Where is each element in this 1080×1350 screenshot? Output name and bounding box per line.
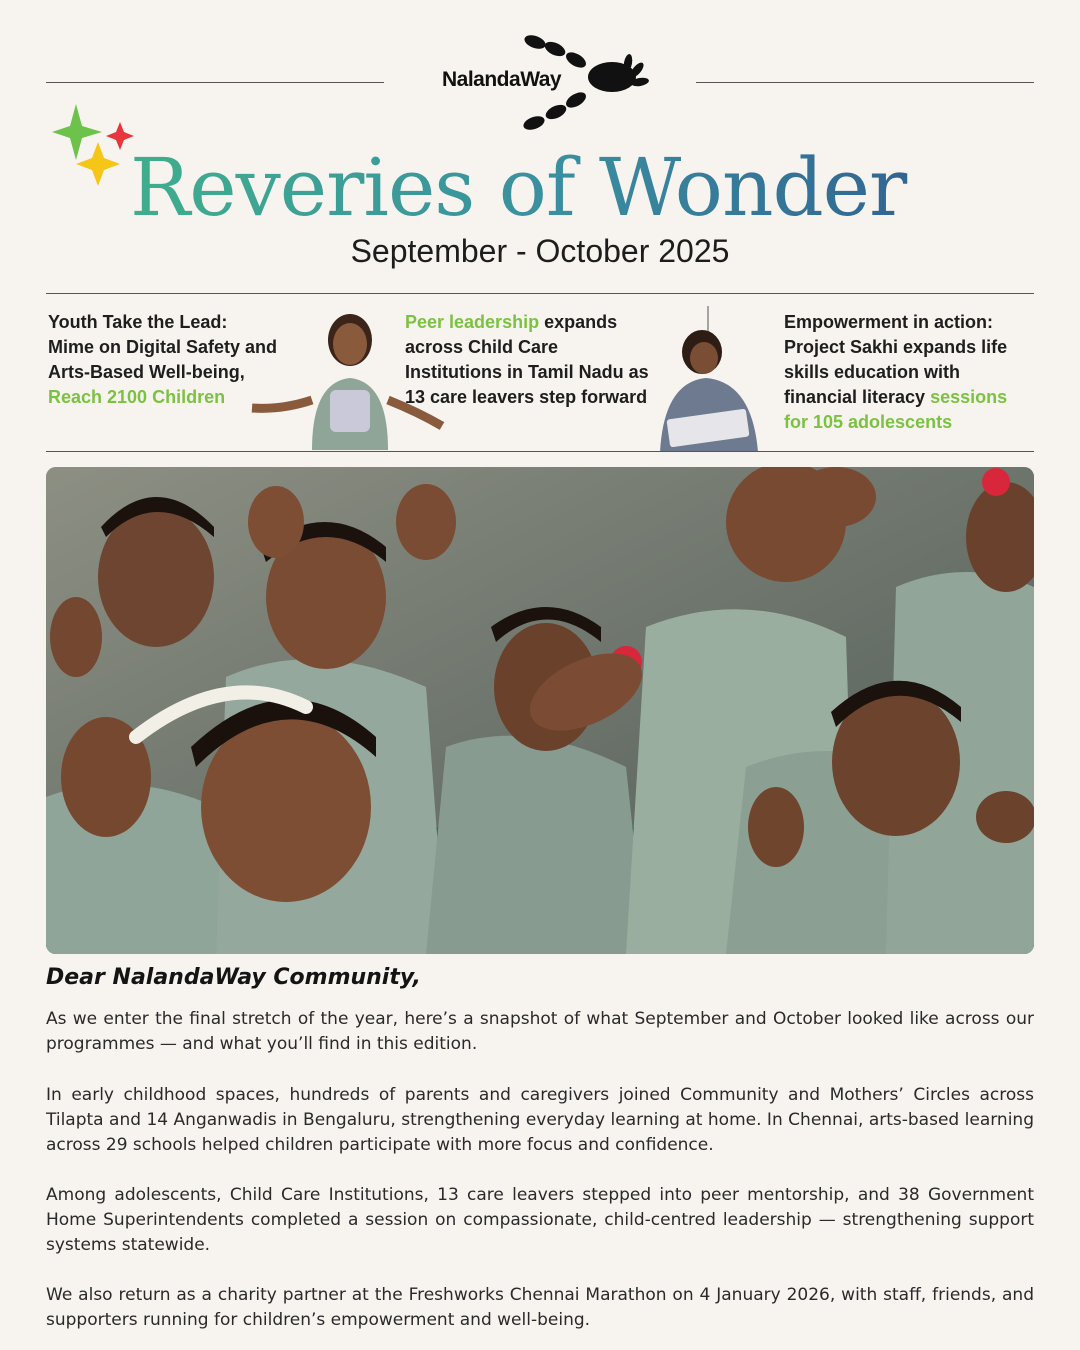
children-celebrating-image [46,467,1034,954]
newsletter-date-range: September - October 2025 [350,233,730,269]
newsletter-title: Reveries of Wonder [130,140,980,236]
story-line: Empowerment in action: [784,312,994,332]
stories-bottom-rule [46,451,1034,452]
story-highlight: Reach 2100 Children [48,387,226,407]
stories-top-rule [46,293,1034,294]
logo-text: NalandaWay [442,68,562,91]
story-highlight: sessions [930,387,1008,407]
header-rule-left [46,82,384,83]
story-highlight: Peer leadership [405,312,540,332]
letter-greeting: Dear NalandaWay Community, [46,965,421,990]
story-line-plain: financial literacy [784,387,931,407]
story-line: Mime on Digital Safety and [48,337,278,357]
story-project-sakhi[interactable] [784,310,1034,435]
story-line: Institutions in Tamil Nadu as [405,362,649,382]
story-line: across Child Care [405,337,559,357]
story-line: Project Sakhi expands life [784,337,1008,357]
story-line: Youth Take the Lead: [48,312,228,332]
story-line: Arts-Based Well-being, [48,362,245,382]
letter-paragraph: In early childhood spaces, hundreds of parents and caregivers joined Community and Mothers’ Circles across Tilapta and 14 Anganwadis in Bengaluru, strengthening everyday learning at home. In Chennai, arts-based learning across 29 schools helped children participate with more focus and confidence. [46,1085,1034,1155]
story-line-rest: expands [539,312,618,332]
nalandaway-logo [430,30,650,140]
story-line: skills education with [784,362,961,382]
story-peer-leadership[interactable] [405,310,680,410]
hero-photo-children [46,467,1034,954]
girl-writing-image [640,306,775,452]
header-rule-right [696,82,1034,83]
story-line [784,385,1034,410]
story-highlight: for 105 adolescents [784,412,953,432]
story-line [405,310,680,335]
sparkle-stars-icon [52,100,136,190]
letter-paragraph: Among adolescents, Child Care Institutions, 13 care leavers stepped into peer mentorship, and 38 Government Home Superintendents completed a session on compassionate, child-centred leadership — strengthening support systems statewide. [46,1185,1034,1255]
letter-paragraph: We also return as a charity partner at the Freshworks Chennai Marathon on 4 January 2026, with staff, friends, and supporters running for children’s empowerment and well-being. [46,1285,1034,1330]
story-line: 13 care leavers step forward [405,387,648,407]
letter-paragraph: As we enter the final stretch of the year, here’s a snapshot of what September and October looked like across our programmes — and what you’ll find in this edition. [46,1009,1034,1054]
